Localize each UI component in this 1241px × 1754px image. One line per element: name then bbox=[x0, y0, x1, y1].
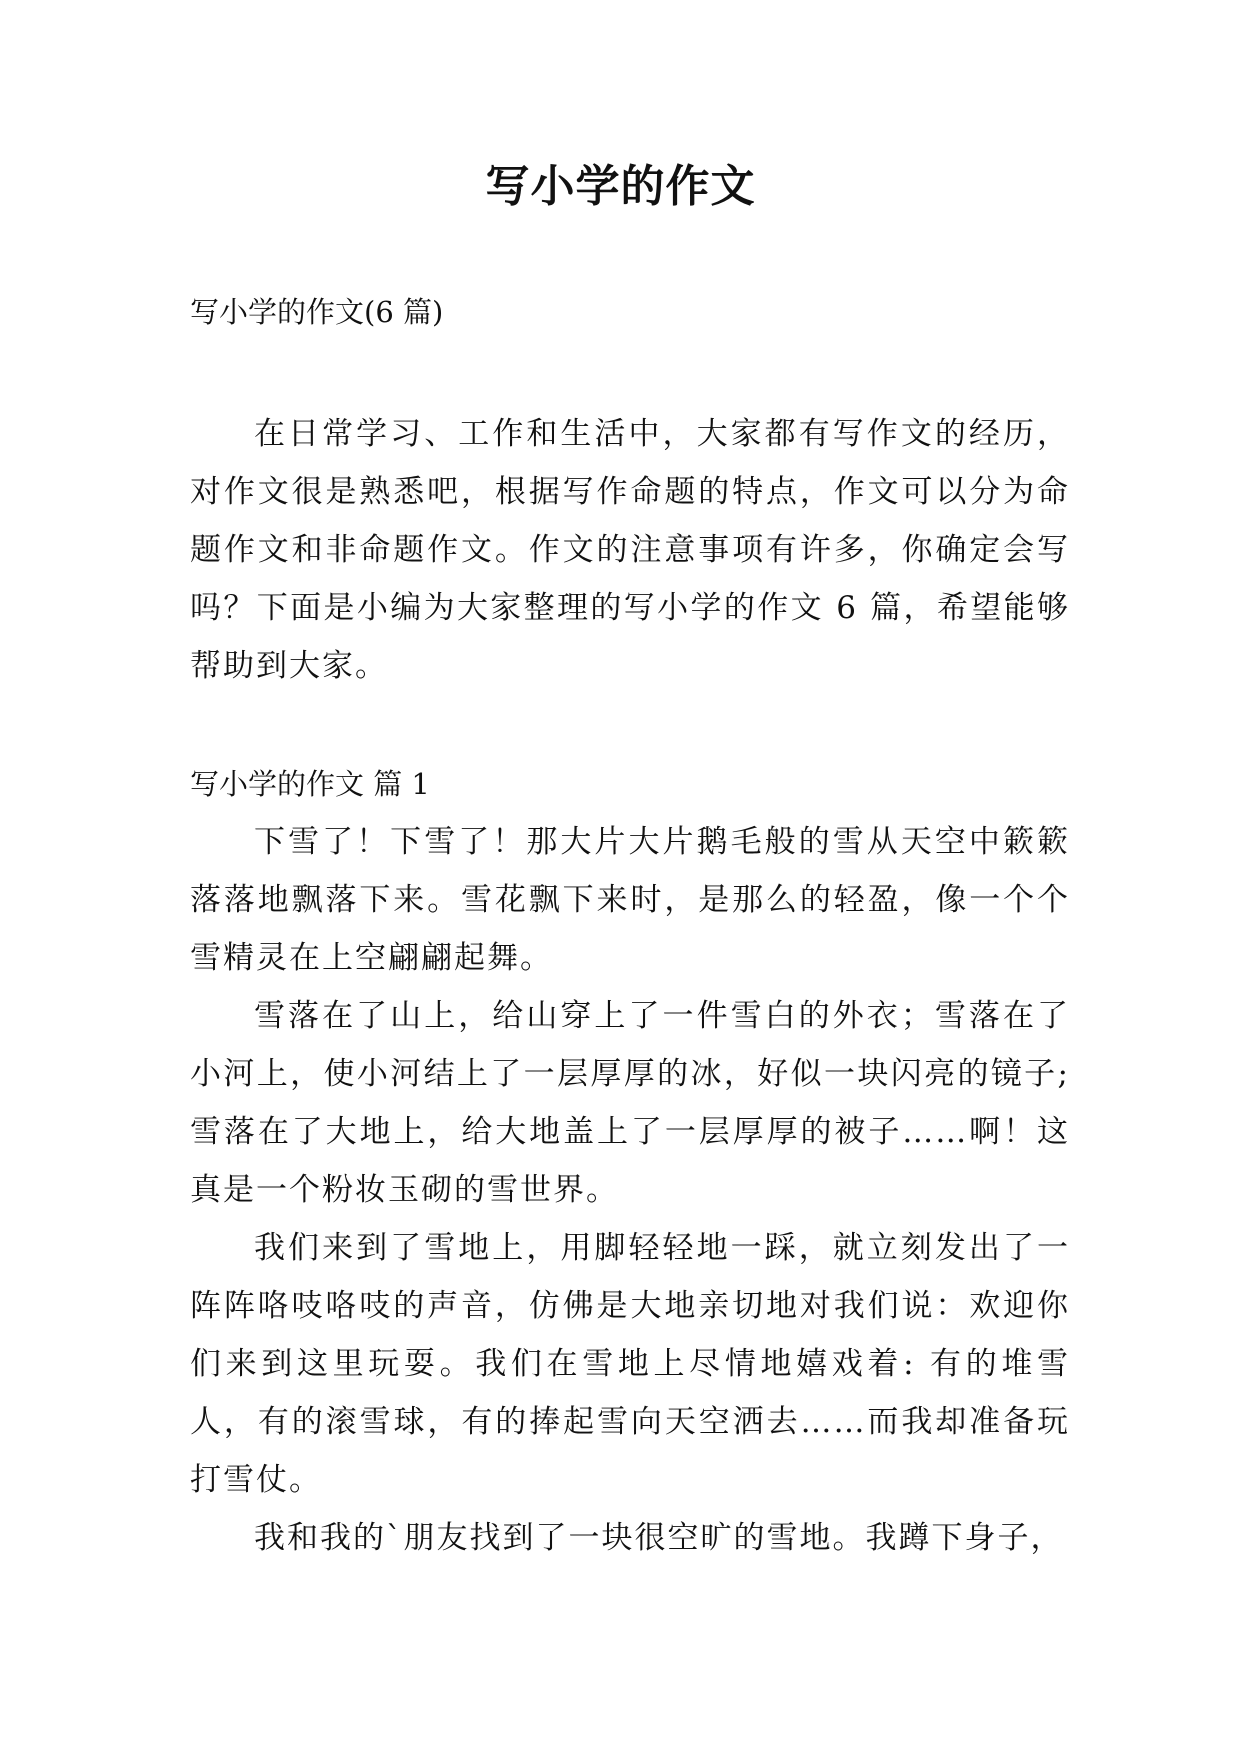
section-paragraph-4: 我和我的`朋友找到了一块很空旷的雪地。我蹲下身子， bbox=[254, 1520, 1064, 1556]
section-heading: 写小学的作文 篇 1 bbox=[190, 767, 430, 801]
document-subtitle: 写小学的作文(6 篇) bbox=[190, 295, 444, 329]
section-paragraph-1: 下雪了！下雪了！那大片大片鹅毛般的雪从天空中簌簌落落地飘落下来。雪花飘下来时，是那么的轻盈，像一个个雪精灵在上空翩翩起舞。 bbox=[190, 824, 1070, 976]
document-title: 写小学的作文 bbox=[485, 161, 756, 212]
section-paragraph-3: 我们来到了雪地上，用脚轻轻地一踩，就立刻发出了一阵阵咯吱咯吱的声音，仿佛是大地亲切地对我们说：欢迎你们来到这里玩耍。我们在雪地上尽情地嬉戏着: 有的堆雪人，有的滚雪球，有的捧起雪向天空洒去……而我却准备玩打雪仗。 bbox=[190, 1230, 1070, 1498]
section-1 bbox=[190, 755, 1070, 1567]
intro-block bbox=[190, 405, 1070, 695]
intro-paragraph: 在日常学习、工作和生活中，大家都有写作文的经历，对作文很是熟悉吧，根据写作命题的特点，作文可以分为命题作文和非命题作文。作文的注意事项有许多，你确定会写吗？下面是小编为大家整理的写小学的作文 6 篇，希望能够帮助到大家。 bbox=[190, 416, 1070, 684]
section-paragraph-2: 雪落在了山上，给山穿上了一件雪白的外衣；雪落在了小河上，使小河结上了一层厚厚的冰，好似一块闪亮的镜子;雪落在了大地上，给大地盖上了一层厚厚的被子……啊！这真是一个粉妆玉砌的雪世界。 bbox=[190, 998, 1070, 1208]
